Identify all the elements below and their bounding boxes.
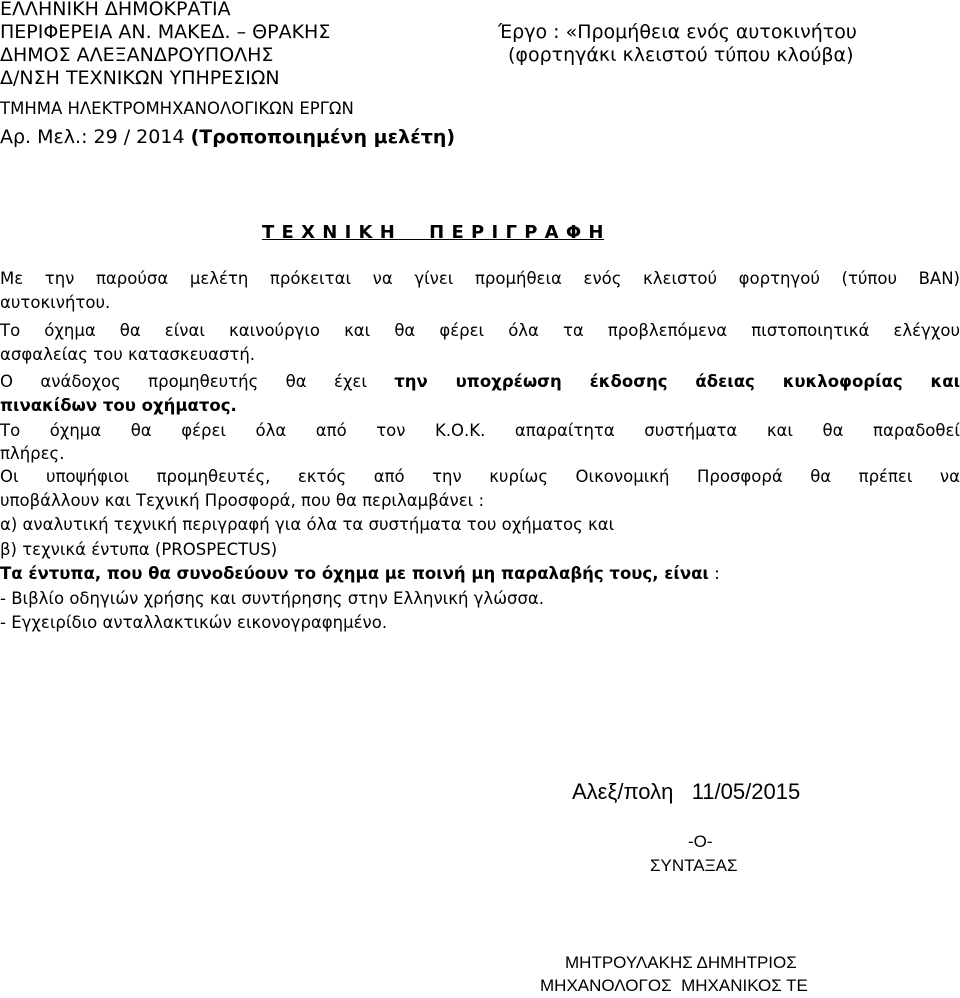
paragraph-3-bold: την υποχρέωση έκδοσης άδειας κυκλοφορίας και (394, 372, 960, 391)
paragraph-1-line-2: αυτοκινήτου. (0, 293, 111, 312)
documents-heading-colon: : (708, 564, 720, 583)
list-item-b: β) τεχνικά έντυπα (PROSPECTUS) (0, 540, 278, 559)
compiled-label: ΣΥΝΤΑΞΑΣ (650, 856, 738, 875)
project-title-line2: (φορτηγάκι κλειστού τύπου κλούβα) (508, 44, 854, 66)
document-title-text: Τ Ε Χ Ν Ι Κ Η Π Ε Ρ Ι Γ Ρ Α Φ Η (262, 222, 605, 243)
document-item-manual: - Βιβλίο οδηγιών χρήσης και συντήρησης στην Ελληνική γλώσσα. (0, 589, 545, 608)
study-number-text: Αρ. Μελ.: 29 / 2014 (0, 126, 191, 148)
documents-heading (0, 561, 720, 586)
place-date: Αλεξ/πολη 11/05/2015 (572, 779, 801, 804)
header-line-municipality: ΔΗΜΟΣ ΑΛΕΞΑΝΔΡΟΥΠΟΛΗΣ (0, 44, 274, 66)
paragraph-4-line-1: Το όχημα θα φέρει όλα από τον Κ.Ο.Κ. απαραίτητα συστήματα και θα παραδοθεί (0, 421, 960, 440)
header-line-region: ΠΕΡΙΦΕΡΕΙΑ ΑΝ. ΜΑΚΕΔ. – ΘΡΑΚΗΣ (0, 21, 331, 43)
list-item-a: α) αναλυτική τεχνική περιγραφή για όλα τα συστήματα του οχήματος και (0, 515, 615, 534)
header-line-country: ΕΛΛΗΝΙΚΗ ΔΗΜΟΚΡΑΤΙΑ (0, 0, 231, 20)
project-title-line1: Έργο : «Προμήθεια ενός αυτοκινήτου (498, 21, 857, 43)
paragraph-4-line-2: πλήρες. (0, 444, 65, 463)
signatory-name: ΜΗΤΡΟΥΛΑΚΗΣ ΔΗΜΗΤΡΙΟΣ (565, 953, 797, 972)
compiled-mark: -Ο- (688, 832, 713, 851)
paragraph-5-line-1: Οι υποψήφιοι προμηθευτές, εκτός από την κυρίως Οικονομική Προσφορά θα πρέπει να (0, 467, 960, 486)
study-number (0, 126, 455, 148)
paragraph-2-line-2: ασφαλείας του κατασκευαστή. (0, 345, 256, 364)
paragraph-3-line-1 (0, 369, 960, 394)
paragraph-3-normal: Ο ανάδοχος προμηθευτής θα έχει (0, 372, 395, 391)
document-item-parts-catalog: - Εγχειρίδιο ανταλλακτικών εικονογραφημένο. (0, 613, 388, 632)
study-number-note: (Τροποποιημένη μελέτη) (190, 126, 456, 148)
document-title (262, 222, 604, 243)
header-line-department: ΤΜΗΜΑ ΗΛΕΚΤΡΟΜΗΧΑΝΟΛΟΓΙΚΩΝ ΕΡΓΩΝ (0, 99, 354, 118)
paragraph-5-line-2: υποβάλλουν και Τεχνική Προσφορά, που θα περιλαμβάνει : (0, 491, 485, 510)
header-line-directorate: Δ/ΝΣΗ ΤΕΧΝΙΚΩΝ ΥΠΗΡΕΣΙΩΝ (0, 67, 280, 89)
paragraph-3-line-2: πινακίδων του οχήματος. (0, 396, 237, 415)
documents-heading-bold: Τα έντυπα, που θα συνοδεύουν το όχημα με ποινή μη παραλαβής τους, είναι (0, 564, 709, 583)
signatory-role: ΜΗΧΑΝΟΛΟΓΟΣ ΜΗΧΑΝΙΚΟΣ ΤΕ (540, 976, 808, 995)
paragraph-2-line-1: Το όχημα θα είναι καινούργιο και θα φέρει όλα τα προβλεπόμενα πιστοποιητικά ελέγχου (0, 321, 960, 340)
paragraph-1-line-1: Με την παρούσα μελέτη πρόκειται να γίνει προμήθεια ενός κλειστού φορτηγού (τύπου ΒΑΝ) (0, 269, 960, 288)
